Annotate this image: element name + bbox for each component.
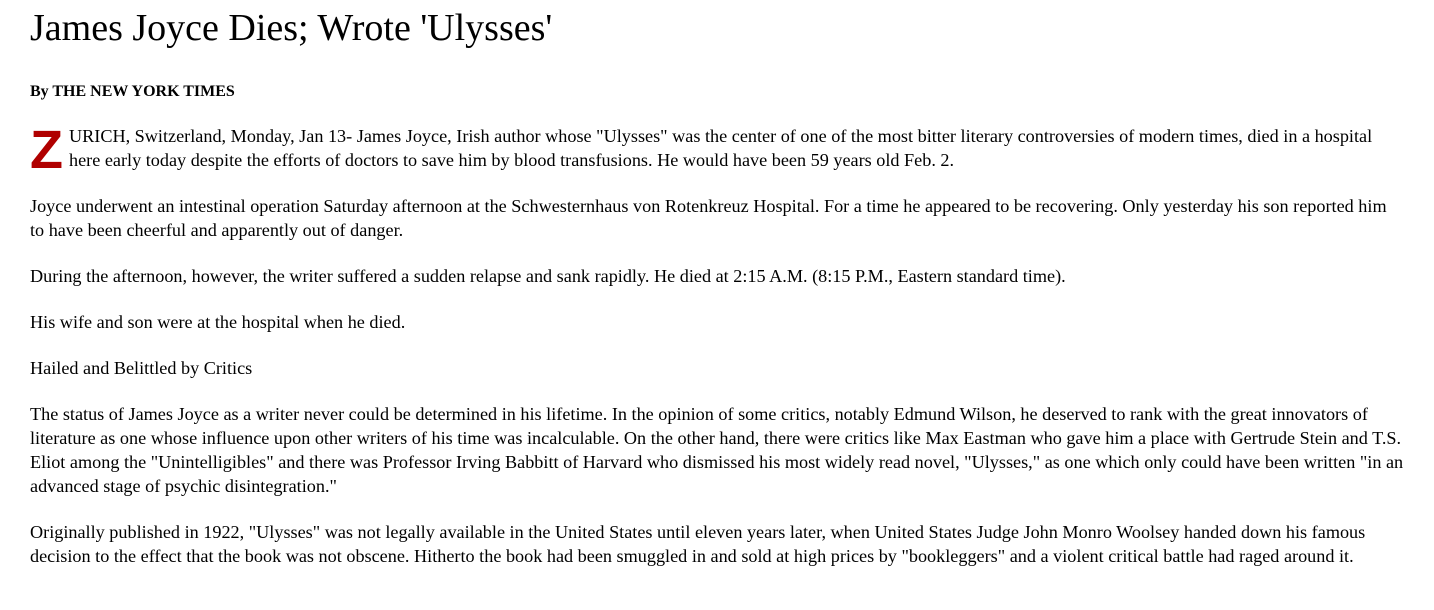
headline: James Joyce Dies; Wrote 'Ulysses' (30, 7, 553, 49)
drop-cap: Z (30, 120, 63, 180)
lead-paragraph (30, 120, 1404, 180)
paragraph-operation: Joyce underwent an intestinal operation Saturday afternoon at the Schwesternhaus von Rotenkreuz Hospital. For a time he appeared to be recovering. Only yesterday his son reported him to have been cheerful and apparently out of danger. (30, 196, 1387, 240)
paragraph-family: His wife and son were at the hospital when he died. (30, 312, 406, 332)
article (0, 6, 1434, 568)
paragraph-critics: The status of James Joyce as a writer never could be determined in his lifetime. In the opinion of some critics, notably Edmund Wilson, he deserved to rank with the great innovators of literature as one whose influence upon other writers of his time was incalculable. On the other hand, there were critics like Max Eastman who gave him a place with Gertrude Stein and T.S. Eliot among the "Unintelligibles" and there was Professor Irving Babbitt of Harvard who dismissed his most widely read novel, "Ulysses," as one which only could have been written "in an advanced stage of psychic disintegration." (30, 404, 1404, 496)
paragraph-relapse: During the afternoon, however, the writer suffered a sudden relapse and sank rapidly. He died at 2:15 A.M. (8:15 P.M., Eastern standard time). (30, 266, 1066, 286)
lead-text: URICH, Switzerland, Monday, Jan 13- James Joyce, Irish author whose "Ulysses" was the center of one of the most bitter literary controversies of modern times, died in a hospital here early today despite the efforts of doctors to save him by blood transfusions. He would have been 59 years old Feb. 2. (69, 126, 1373, 170)
paragraph-publication: Originally published in 1922, "Ulysses" was not legally available in the United States until eleven years later, when United States Judge John Monro Woolsey handed down his famous decision to the effect that the book was not obscene. Hitherto the book had been smuggled in and sold at high prices by "bookleggers" and a violent critical battle had raged around it. (30, 522, 1366, 566)
subheading: Hailed and Belittled by Critics (30, 358, 253, 378)
byline: By THE NEW YORK TIMES (30, 83, 235, 100)
